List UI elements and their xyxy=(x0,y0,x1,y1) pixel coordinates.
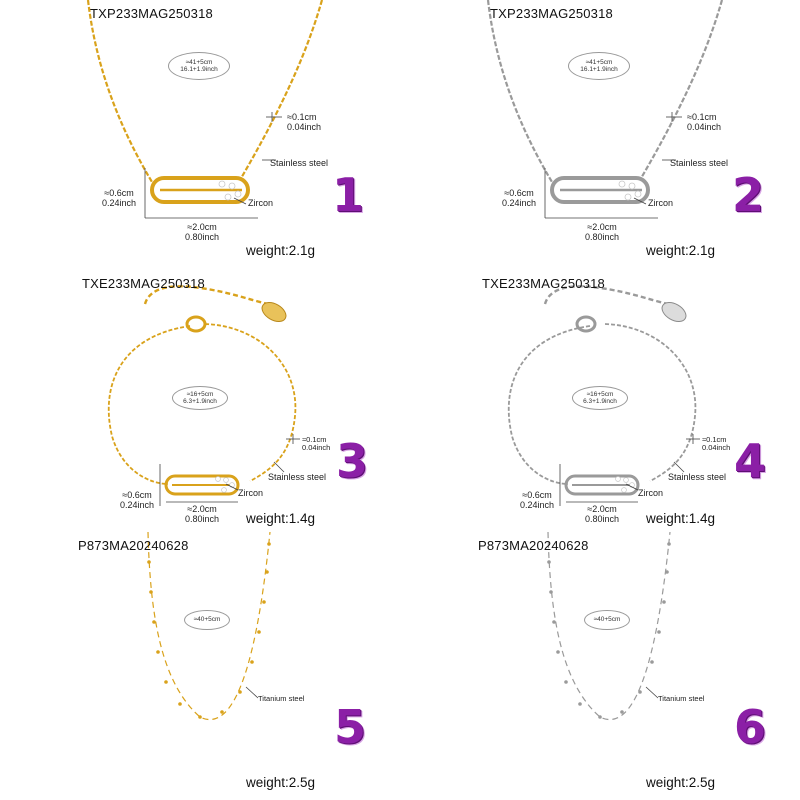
product-number: 1 xyxy=(332,168,365,222)
length-cm: ≈40+5cm xyxy=(593,616,621,624)
product-panel-1[interactable] xyxy=(0,0,400,266)
thickness-inch: 0.04inch xyxy=(302,443,331,452)
height-cm: ≈0.6cm xyxy=(504,188,534,198)
thickness-cm: ≈0.1cm xyxy=(687,112,717,122)
length-label xyxy=(172,386,228,410)
thickness-label xyxy=(302,436,330,452)
weight-label: weight:1.4g xyxy=(646,511,716,526)
width-cm: ≈2.0cm xyxy=(587,222,617,232)
height-cm: ≈0.6cm xyxy=(104,188,134,198)
width-cm: ≈2.0cm xyxy=(187,504,217,514)
chain-material-label: Stainless steel xyxy=(268,472,327,482)
product-panel-4[interactable] xyxy=(400,266,800,532)
length-inch: 6.3+1.9inch xyxy=(183,398,217,405)
product-number: 2 xyxy=(732,168,765,222)
thickness-inch: 0.04inch xyxy=(687,122,722,132)
product-number: 3 xyxy=(336,434,369,488)
width-inch: 0.80inch xyxy=(585,514,620,524)
thickness-cm: ≈0.1cm xyxy=(702,435,727,444)
length-label xyxy=(568,52,630,80)
stone-label: Zircon xyxy=(248,198,274,208)
product-panel-5[interactable] xyxy=(0,532,400,800)
chain-material-label: Stainless steel xyxy=(670,158,729,168)
height-inch: 0.24inch xyxy=(120,500,155,510)
chain-material-label: Titanium steel xyxy=(258,694,305,703)
silver-bead-chain-image xyxy=(400,532,800,800)
gold-bead-chain-image xyxy=(0,532,400,800)
weight-label: weight:2.1g xyxy=(646,243,716,258)
thickness-label xyxy=(702,436,730,452)
width-label xyxy=(585,222,619,242)
length-label xyxy=(572,386,628,410)
height-label xyxy=(502,188,536,208)
thickness-cm: ≈0.1cm xyxy=(302,435,327,444)
width-label xyxy=(585,504,619,524)
product-code: TXE233MAG250318 xyxy=(482,276,605,291)
width-label xyxy=(185,504,219,524)
product-code: P873MA20240628 xyxy=(478,538,589,553)
product-number: 5 xyxy=(334,700,367,754)
stone-label: Zircon xyxy=(648,198,674,208)
chain-material-label: Stainless steel xyxy=(270,158,329,168)
width-cm: ≈2.0cm xyxy=(187,222,217,232)
length-inch: 16.1+1.9inch xyxy=(180,66,218,73)
length-inch: 16.1+1.9inch xyxy=(580,66,618,73)
product-panel-3[interactable] xyxy=(0,266,400,532)
weight-label: weight:2.1g xyxy=(246,243,316,258)
width-inch: 0.80inch xyxy=(185,232,220,242)
thickness-inch: 0.04inch xyxy=(702,443,731,452)
product-panel-6[interactable] xyxy=(400,532,800,800)
thickness-label xyxy=(287,112,321,132)
length-label xyxy=(184,610,230,630)
length-cm: ≈41+5cm xyxy=(185,58,213,66)
length-cm: ≈16+5cm xyxy=(186,390,214,398)
product-code: TXE233MAG250318 xyxy=(82,276,205,291)
height-inch: 0.24inch xyxy=(502,198,537,208)
height-label xyxy=(102,188,136,208)
product-code: TXP233MAG250318 xyxy=(90,6,213,21)
height-label xyxy=(520,490,554,510)
length-cm: ≈40+5cm xyxy=(193,616,221,624)
length-cm: ≈16+5cm xyxy=(586,390,614,398)
width-cm: ≈2.0cm xyxy=(587,504,617,514)
length-label xyxy=(168,52,230,80)
product-code: P873MA20240628 xyxy=(78,538,189,553)
weight-label: weight:2.5g xyxy=(246,775,316,790)
product-number: 6 xyxy=(734,700,767,754)
length-cm: ≈41+5cm xyxy=(585,58,613,66)
chain-material-label: Titanium steel xyxy=(658,694,705,703)
thickness-cm: ≈0.1cm xyxy=(287,112,317,122)
product-panel-2[interactable] xyxy=(400,0,800,266)
height-cm: ≈0.6cm xyxy=(122,490,152,500)
weight-label: weight:2.5g xyxy=(646,775,716,790)
width-label xyxy=(185,222,219,242)
stone-label: Zircon xyxy=(638,488,664,498)
height-inch: 0.24inch xyxy=(102,198,137,208)
length-inch: 6.3+1.9inch xyxy=(583,398,617,405)
product-number: 4 xyxy=(734,434,767,488)
height-inch: 0.24inch xyxy=(520,500,555,510)
chain-material-label: Stainless steel xyxy=(668,472,727,482)
height-cm: ≈0.6cm xyxy=(522,490,552,500)
width-inch: 0.80inch xyxy=(585,232,620,242)
width-inch: 0.80inch xyxy=(185,514,220,524)
weight-label: weight:1.4g xyxy=(246,511,316,526)
thickness-label xyxy=(687,112,721,132)
thickness-inch: 0.04inch xyxy=(287,122,322,132)
product-code: TXP233MAG250318 xyxy=(490,6,613,21)
height-label xyxy=(120,490,154,510)
stone-label: Zircon xyxy=(238,488,264,498)
length-label xyxy=(584,610,630,630)
